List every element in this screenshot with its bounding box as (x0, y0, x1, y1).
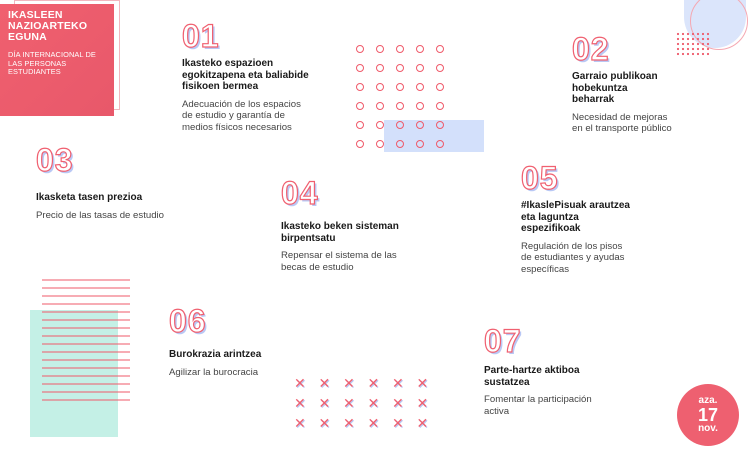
item-text-spanish: Agilizar la burocracia (169, 366, 259, 378)
item-06 (169, 305, 289, 378)
item-text-spanish: Regulación de los pisos de estudiantes y ayudas específicas (521, 240, 625, 275)
item-number: 04 (281, 175, 319, 211)
item-title-basque: #IkaslePisuak arautzea eta laguntza espezifikoak (521, 200, 630, 234)
item-title-basque: Ikasteko beken sisteman birpentsatu (281, 221, 399, 244)
item-03 (36, 144, 166, 221)
item-07 (484, 325, 594, 417)
cross-grid-decoration: ✕ ✕ ✕ ✕ ✕ ✕ ✕ ✕ ✕ ✕ ✕ ✕ ✕ ✕ ✕ ✕ ✕ ✕ (294, 375, 429, 431)
item-number: 03 (36, 142, 74, 178)
item-number: 06 (169, 303, 207, 339)
item-number: 05 (521, 160, 559, 196)
date-month-spanish: nov. (698, 423, 718, 434)
date-badge (677, 384, 739, 446)
title-box (0, 4, 114, 116)
item-title-basque: Ikasketa tasen prezioa (36, 192, 143, 203)
title-spanish: DÍA INTERNACIONAL DE LAS PERSONAS ESTUDIANTES (8, 50, 96, 76)
item-text-spanish: Fomentar la participación activa (484, 394, 592, 417)
item-text-spanish: Adecuación de los espacios de estudio y garantía de medios físicos necesarios (182, 98, 301, 133)
item-number: 01 (182, 18, 220, 54)
item-01 (182, 20, 312, 133)
date-day: 17 (697, 405, 719, 425)
item-text-spanish: Repensar el sistema de las becas de estudio (281, 250, 397, 273)
item-title-basque: Garraio publikoan hobekuntza beharrak (572, 71, 658, 105)
item-title-basque: Parte-hartze aktiboa sustatzea (484, 365, 580, 388)
ring-grid-decoration (356, 45, 456, 159)
item-04 (281, 177, 401, 273)
item-02 (572, 33, 672, 135)
dot-grid-decoration (676, 32, 714, 56)
title-basque: IKASLEEN NAZIOARTEKO EGUNA (8, 9, 88, 43)
item-text-spanish: Necesidad de mejoras en el transporte público (572, 111, 672, 134)
lines-decoration (42, 279, 132, 404)
item-number: 07 (484, 323, 522, 359)
item-title-basque: Ikasteko espazioen egokitzapena eta baliabide fisikoen bermea (182, 58, 309, 92)
date-month-basque: aza. (698, 395, 718, 406)
item-number: 02 (572, 31, 610, 67)
item-05 (521, 162, 631, 275)
item-text-spanish: Precio de las tasas de estudio (36, 209, 164, 221)
item-title-basque: Burokrazia arintzea (169, 349, 262, 360)
